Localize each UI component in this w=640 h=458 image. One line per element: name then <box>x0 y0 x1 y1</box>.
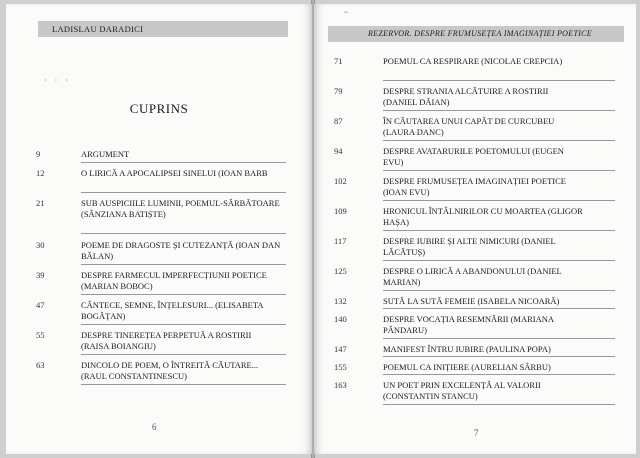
toc-entry: 30 POEME DE DRAGOSTE ȘI CUTEZANȚĂ (IOAN DAN BĂLAN) <box>36 240 281 261</box>
toc-entry: 12 O LIRICĂ A APOCALIPSEI SINELUI (IOAN BARB <box>36 168 268 178</box>
toc-entry: 140 DESPRE VOCAȚIA RESEMNĂRII (MARIANA PÂNDARU) <box>334 314 554 335</box>
entry-rule <box>383 356 615 357</box>
toc-entry: 9 ARGUMENT <box>36 149 130 159</box>
entry-rule <box>383 290 615 291</box>
scan-speck: · · · <box>44 76 71 85</box>
toc-entry: 63 DINCOLO DE POEM, O ÎNTREITĂ CĂUTARE... (RAUL CONSTANTINESCU) <box>36 360 259 381</box>
toc-entry: 155 POEMUL CA INIȚIERE (AURELIAN SÂRBU) <box>334 362 551 372</box>
contents-title: CUPRINS <box>129 101 189 116</box>
running-header-author: LADISLAU DARADICI <box>38 21 288 37</box>
page-number: 6 <box>152 422 157 432</box>
toc-entry: 117 DESPRE IUBIRE ȘI ALTE NIMICURI (DANIEL LĂCĂTUȘ) <box>334 236 556 257</box>
entry-rule <box>81 354 286 355</box>
entry-rule <box>383 230 615 231</box>
entry-rule <box>81 192 286 193</box>
entry-rule <box>383 338 615 339</box>
toc-entry: 87 ÎN CĂUTAREA UNUI CAPĂT DE CURCUBEU (LAURA DANC) <box>334 116 555 137</box>
toc-entry: 39 DESPRE FARMECUL IMPERFECȚIUNII POETICE (MARIAN BOBOC) <box>36 270 267 291</box>
running-header-book-title: REZERVOR. DESPRE FRUMUSEȚEA IMAGINAȚIEI POETICE <box>328 26 624 42</box>
entry-rule <box>383 200 615 201</box>
toc-entry: 79 DESPRE STRANIA ALCĂTUIRE A ROSTIRII (DANIEL DĂIAN) <box>334 86 549 107</box>
entry-rule <box>81 162 286 163</box>
toc-entry: 47 CÂNTECE, SEMNE, ÎNȚELESURI... (ELISABETA BOGĂȚAN) <box>36 300 264 321</box>
entry-rule <box>81 233 286 234</box>
toc-entry: 163 UN POET PRIN EXCELENȚĂ AL VALORII (CONSTANTIN STANCU) <box>334 380 541 401</box>
toc-entry: 109 HRONICUL ÎNTÂLNIRILOR CU MOARTEA (GLIGOR HAȘA) <box>334 206 583 227</box>
toc-entry: 125 DESPRE O LIRICĂ A ABANDONULUI (DANIEL MARIAN) <box>334 266 562 287</box>
entry-rule <box>383 140 615 141</box>
right-page <box>314 4 636 454</box>
entry-rule <box>81 384 286 385</box>
toc-entry: 94 DESPRE AVATARURILE POETOMULUI (EUGEN EVU) <box>334 146 564 167</box>
entry-rule <box>81 324 286 325</box>
toc-entry: 132 SUTĂ LA SUTĂ FEMEIE (ISABELA NICOARĂ) <box>334 296 560 306</box>
toc-entry: 71 POEMUL CA RESPIRARE (NICOLAE CREPCIA) <box>334 56 563 66</box>
page-number: 7 <box>474 428 479 438</box>
entry-rule <box>383 374 615 375</box>
toc-entry: 102 DESPRE FRUMUSEȚEA IMAGINAȚIEI POETICE (IOAN EVU) <box>334 176 566 197</box>
entry-rule <box>81 294 286 295</box>
entry-rule <box>383 308 615 309</box>
toc-entry: 21 SUB AUSPICIILE LUMINII, POEMUL-SĂRBĂTOARE (SÂNZIANA BATIȘTE) <box>36 198 280 219</box>
entry-rule <box>81 264 286 265</box>
entry-rule <box>383 110 615 111</box>
left-page <box>6 4 312 454</box>
toc-entry: 55 DESPRE TINEREȚEA PERPETUĂ A ROSTIRII (RAISA BOIANGIU) <box>36 330 252 351</box>
entry-rule <box>383 260 615 261</box>
entry-rule <box>383 404 615 405</box>
scan-speck: ~ <box>344 8 349 17</box>
entry-rule <box>383 170 615 171</box>
entry-rule <box>383 80 615 81</box>
toc-entry: 147 MANIFEST ÎNTRU IUBIRE (PAULINA POPA) <box>334 344 551 354</box>
